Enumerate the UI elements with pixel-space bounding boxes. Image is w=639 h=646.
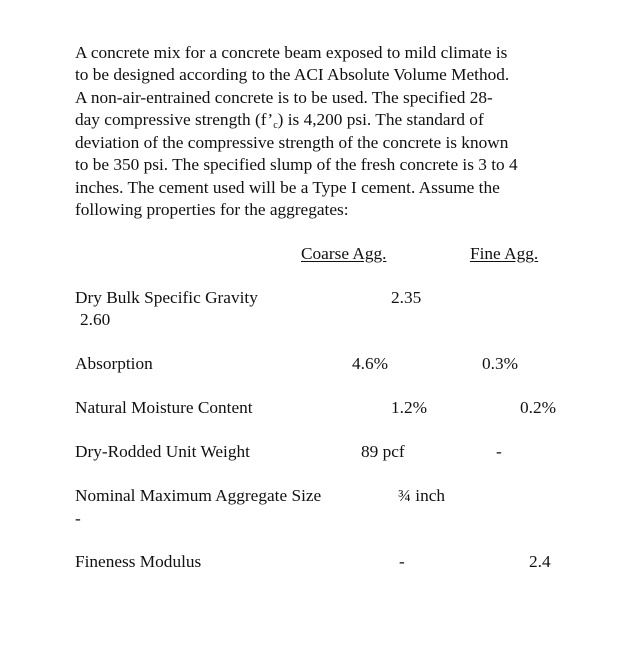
paragraph-line-6: to be 350 psi. The specified slump of the fresh concrete is 3 to 4 bbox=[75, 155, 518, 174]
row-label-fineness-modulus: Fineness Modulus bbox=[75, 552, 202, 571]
header-coarse-agg: Coarse Agg. bbox=[301, 244, 387, 263]
paragraph-line-4 bbox=[75, 109, 484, 134]
row-coarse-dry-rodded-unit-weight: 89 pcf bbox=[361, 442, 405, 461]
fc-subscript: c bbox=[273, 120, 278, 131]
row-fine-fineness-modulus: 2.4 bbox=[529, 552, 551, 571]
row-coarse-natural-moisture-content: 1.2% bbox=[391, 398, 427, 417]
row-coarse-fineness-modulus: - bbox=[399, 552, 405, 571]
paragraph-line-4-post: ) is 4,200 psi. The standard of bbox=[277, 110, 484, 129]
row-label-natural-moisture-content: Natural Moisture Content bbox=[75, 398, 253, 417]
row-fine-dry-bulk-specific-gravity: 2.60 bbox=[80, 310, 111, 329]
row-label-nominal-max-aggregate-size: Nominal Maximum Aggregate Size bbox=[75, 486, 322, 505]
paragraph-line-3: A non-air-entrained concrete is to be used. The specified 28- bbox=[75, 88, 493, 107]
paragraph-line-1: A concrete mix for a concrete beam exposed to mild climate is bbox=[75, 43, 508, 62]
header-fine-agg: Fine Agg. bbox=[470, 244, 539, 263]
row-fine-absorption: 0.3% bbox=[482, 354, 518, 373]
row-fine-nominal-max-aggregate-size: - bbox=[75, 509, 81, 528]
paragraph-line-7: inches. The cement used will be a Type I cement. Assume the bbox=[75, 178, 500, 197]
row-coarse-dry-bulk-specific-gravity: 2.35 bbox=[391, 288, 422, 307]
row-coarse-nominal-max-aggregate-size: ¾ inch bbox=[398, 486, 446, 505]
row-fine-natural-moisture-content: 0.2% bbox=[520, 398, 556, 417]
row-label-dry-rodded-unit-weight: Dry-Rodded Unit Weight bbox=[75, 442, 250, 461]
row-label-absorption: Absorption bbox=[75, 354, 153, 373]
row-label-dry-bulk-specific-gravity: Dry Bulk Specific Gravity bbox=[75, 288, 258, 307]
paragraph-line-2: to be designed according to the ACI Absolute Volume Method. bbox=[75, 65, 510, 84]
paragraph-line-5: deviation of the compressive strength of the concrete is known bbox=[75, 133, 509, 152]
paragraph-line-4-pre: day compressive strength (f’ bbox=[75, 110, 274, 129]
row-coarse-absorption: 4.6% bbox=[352, 354, 388, 373]
paragraph-line-8: following properties for the aggregates: bbox=[75, 200, 349, 219]
row-fine-dry-rodded-unit-weight: - bbox=[496, 442, 502, 461]
